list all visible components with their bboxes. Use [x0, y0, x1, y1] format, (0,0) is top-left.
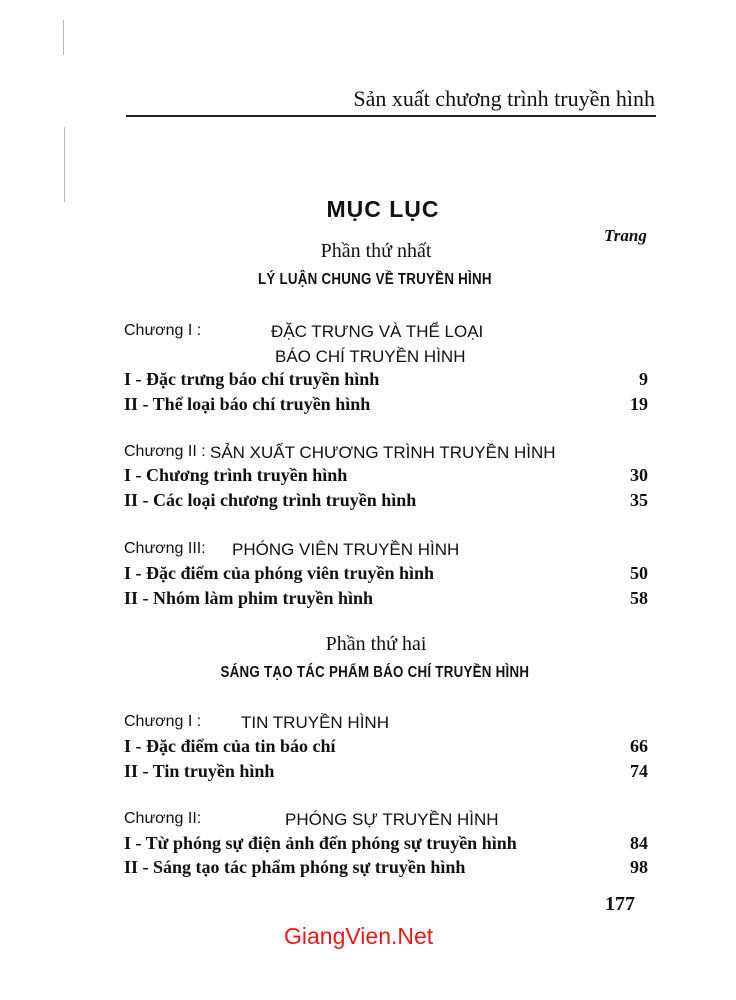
toc-entry[interactable]: [124, 833, 648, 854]
chapter-label: Chương II:: [124, 810, 202, 827]
toc-entry-page: 50: [630, 563, 648, 583]
toc-entry[interactable]: [124, 490, 648, 511]
toc-entry-page: 84: [630, 833, 648, 853]
toc-entry-text: I - Từ phóng sự điện ảnh đến phóng sự truyền hình: [124, 833, 517, 853]
toc-entry-text: II - Các loại chương trình truyền hình: [124, 490, 417, 510]
toc-entry[interactable]: [124, 465, 648, 486]
toc-entry[interactable]: [124, 563, 648, 584]
toc-entry-page: 30: [630, 465, 648, 485]
toc-entry-text: I - Chương trình truyền hình: [124, 465, 348, 485]
toc-title: MỤC LỤC: [326, 196, 440, 222]
page-column-label: Trang: [604, 226, 647, 245]
toc-entry-text: II - Thể loại báo chí truyền hình: [124, 394, 371, 414]
toc-entry-text: II - Nhóm làm phim truyền hình: [124, 588, 374, 608]
chapter-title-line2: BÁO CHÍ TRUYỀN HÌNH: [275, 347, 466, 366]
toc-entry-text: II - Sáng tạo tác phẩm phóng sự truyền hình: [124, 857, 466, 877]
chapter-label: Chương II :: [124, 443, 206, 460]
part-1-title: LÝ LUẬN CHUNG VỀ TRUYỀN HÌNH: [257, 271, 492, 288]
scan-artifact-mark: [64, 127, 65, 202]
chapter-title: PHÓNG VIÊN TRUYỀN HÌNH: [232, 540, 460, 559]
running-header-title: Sản xuất chương trình truyền hình: [353, 86, 655, 111]
header-rule-divider: [126, 115, 656, 117]
part-1-label: Phần thứ nhất: [320, 240, 432, 262]
toc-entry[interactable]: [124, 761, 648, 782]
scan-artifact-mark: [63, 20, 64, 55]
toc-entry-page: 74: [630, 761, 648, 781]
chapter-title: TIN TRUYỀN HÌNH: [241, 713, 389, 732]
toc-entry-page: 66: [630, 736, 648, 756]
chapter-title: PHÓNG SỰ TRUYỀN HÌNH: [285, 810, 499, 829]
toc-entry[interactable]: [124, 369, 648, 390]
chapter-title: ĐẶC TRƯNG VÀ THỂ LOẠI: [271, 322, 484, 341]
part-2-title: SÁNG TẠO TÁC PHẨM BÁO CHÍ TRUYỀN HÌNH: [220, 664, 530, 681]
toc-entry-page: 19: [630, 394, 648, 414]
toc-entry[interactable]: [124, 394, 648, 415]
page-number: 177: [605, 893, 635, 915]
chapter-label: Chương I :: [124, 713, 202, 730]
chapter-title: SẢN XUẤT CHƯƠNG TRÌNH TRUYỀN HÌNH: [210, 443, 556, 462]
toc-entry[interactable]: [124, 736, 648, 757]
chapter-label: Chương III:: [124, 540, 206, 557]
toc-entry-page: 35: [630, 490, 648, 510]
part-2-label: Phần thứ hai: [325, 633, 427, 655]
toc-entry-text: I - Đặc điểm của phóng viên truyền hình: [124, 563, 435, 583]
toc-entry-text: II - Tin truyền hình: [124, 761, 275, 781]
toc-entry-page: 9: [639, 369, 648, 389]
toc-entry-text: I - Đặc trưng báo chí truyền hình: [124, 369, 380, 389]
toc-entry-text: I - Đặc điểm của tin báo chí: [124, 736, 336, 756]
toc-entry-page: 58: [630, 588, 648, 608]
chapter-label: Chương I :: [124, 322, 202, 339]
toc-entry-page: 98: [630, 857, 648, 877]
watermark-link[interactable]: GiangVien.Net: [284, 923, 434, 949]
toc-entry[interactable]: [124, 588, 648, 609]
toc-entry[interactable]: [124, 857, 648, 878]
